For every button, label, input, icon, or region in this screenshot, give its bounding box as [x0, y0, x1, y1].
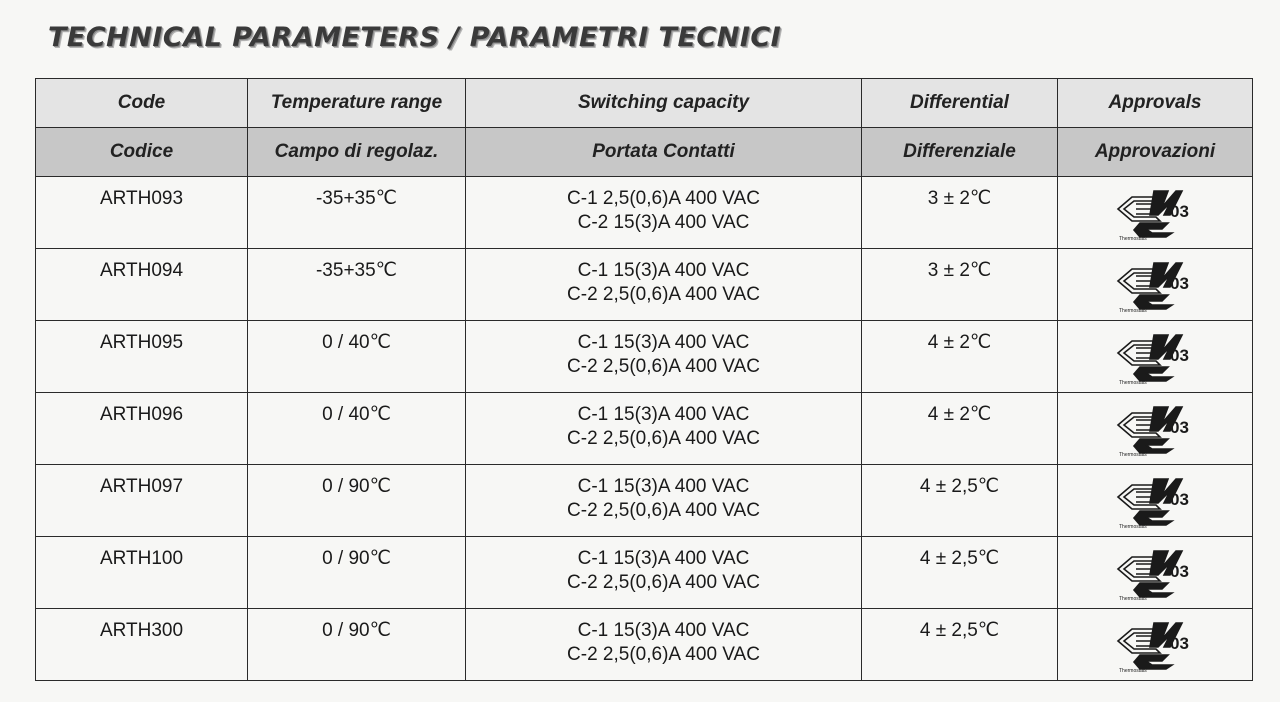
- differential-cell: 3 ± 2℃: [862, 249, 1058, 321]
- differential-cell: 4 ± 2,5℃: [862, 465, 1058, 537]
- switching-capacity-cell: [466, 465, 862, 537]
- header-code: Code: [36, 79, 248, 128]
- header-approvals: Approvals: [1058, 79, 1253, 128]
- code-cell: ARTH094: [36, 249, 248, 321]
- differential-cell: 3 ± 2℃: [862, 177, 1058, 249]
- enec-approval-mark-icon: [1110, 473, 1200, 536]
- temperature-range-cell: 0 / 90℃: [248, 609, 466, 681]
- code-cell: ARTH300: [36, 609, 248, 681]
- header-row-english: [36, 79, 1253, 128]
- enec-approval-mark-icon: [1110, 329, 1200, 392]
- svg-text:Thermostats: Thermostats: [1119, 308, 1147, 313]
- header-approvazioni: Approvazioni: [1058, 128, 1253, 177]
- svg-text:03: 03: [1170, 634, 1189, 653]
- temperature-range-cell: 0 / 40℃: [248, 393, 466, 465]
- switching-capacity-cell: [466, 609, 862, 681]
- enec-approval-mark-icon: [1110, 617, 1200, 680]
- contact-1-rating: C-1 15(3)A 400 VAC: [577, 260, 750, 281]
- contact-1-rating: C-1 2,5(0,6)A 400 VAC: [567, 188, 760, 209]
- contact-2-rating: C-2 2,5(0,6)A 400 VAC: [567, 500, 760, 521]
- header-codice: Codice: [36, 128, 248, 177]
- table-row: [36, 609, 1253, 681]
- switching-capacity-cell: [466, 393, 862, 465]
- svg-text:Thermostats: Thermostats: [1119, 452, 1147, 457]
- switching-capacity-cell: [466, 537, 862, 609]
- contact-2-rating: C-2 2,5(0,6)A 400 VAC: [567, 572, 760, 593]
- enec-approval-mark-icon: [1110, 545, 1200, 608]
- code-cell: ARTH096: [36, 393, 248, 465]
- svg-text:Thermostats: Thermostats: [1119, 236, 1147, 241]
- differential-cell: 4 ± 2℃: [862, 393, 1058, 465]
- approvals-cell: [1058, 537, 1253, 609]
- page-title: TECHNICAL PARAMETERS / PARAMETRI TECNICI: [48, 22, 782, 53]
- switching-capacity-cell: [466, 321, 862, 393]
- switching-capacity-cell: [466, 249, 862, 321]
- header-row-italian: [36, 128, 1253, 177]
- temperature-range-cell: 0 / 90℃: [248, 537, 466, 609]
- approvals-cell: [1058, 321, 1253, 393]
- svg-text:03: 03: [1170, 202, 1189, 221]
- code-cell: ARTH095: [36, 321, 248, 393]
- svg-text:Thermostats: Thermostats: [1119, 524, 1147, 529]
- svg-text:Thermostats: Thermostats: [1119, 668, 1147, 673]
- svg-text:03: 03: [1170, 346, 1189, 365]
- table-row: [36, 321, 1253, 393]
- svg-text:Thermostats: Thermostats: [1119, 596, 1147, 601]
- approvals-cell: [1058, 249, 1253, 321]
- code-cell: ARTH100: [36, 537, 248, 609]
- code-cell: ARTH097: [36, 465, 248, 537]
- differential-cell: 4 ± 2,5℃: [862, 537, 1058, 609]
- temperature-range-cell: -35+35℃: [248, 249, 466, 321]
- enec-approval-mark-icon: [1110, 257, 1200, 320]
- approvals-cell: [1058, 465, 1253, 537]
- header-temperature-range: Temperature range: [248, 79, 466, 128]
- technical-parameters-table: [35, 78, 1253, 681]
- temperature-range-cell: -35+35℃: [248, 177, 466, 249]
- svg-text:03: 03: [1170, 274, 1189, 293]
- header-differenziale: Differenziale: [862, 128, 1058, 177]
- differential-cell: 4 ± 2,5℃: [862, 609, 1058, 681]
- svg-text:03: 03: [1170, 418, 1189, 437]
- contact-1-rating: C-1 15(3)A 400 VAC: [577, 404, 750, 425]
- approvals-cell: [1058, 393, 1253, 465]
- table-row: [36, 249, 1253, 321]
- svg-text:03: 03: [1170, 490, 1189, 509]
- contact-1-rating: C-1 15(3)A 400 VAC: [577, 548, 750, 569]
- contact-1-rating: C-1 15(3)A 400 VAC: [577, 620, 750, 641]
- temperature-range-cell: 0 / 90℃: [248, 465, 466, 537]
- contact-1-rating: C-1 15(3)A 400 VAC: [577, 332, 750, 353]
- table-row: [36, 465, 1253, 537]
- svg-text:03: 03: [1170, 562, 1189, 581]
- header-differential: Differential: [862, 79, 1058, 128]
- code-cell: ARTH093: [36, 177, 248, 249]
- approvals-cell: [1058, 609, 1253, 681]
- enec-approval-mark-icon: [1110, 185, 1200, 248]
- contact-2-rating: C-2 2,5(0,6)A 400 VAC: [567, 644, 760, 665]
- header-portata-contatti: Portata Contatti: [466, 128, 862, 177]
- table-row: [36, 177, 1253, 249]
- contact-2-rating: C-2 2,5(0,6)A 400 VAC: [567, 284, 760, 305]
- switching-capacity-cell: [466, 177, 862, 249]
- temperature-range-cell: 0 / 40℃: [248, 321, 466, 393]
- header-switching-capacity: Switching capacity: [466, 79, 862, 128]
- enec-approval-mark-icon: [1110, 401, 1200, 464]
- contact-2-rating: C-2 2,5(0,6)A 400 VAC: [567, 356, 760, 377]
- table-row: [36, 393, 1253, 465]
- svg-text:Thermostats: Thermostats: [1119, 380, 1147, 385]
- header-campo-di-regolaz: Campo di regolaz.: [248, 128, 466, 177]
- contact-2-rating: C-2 2,5(0,6)A 400 VAC: [567, 428, 760, 449]
- differential-cell: 4 ± 2℃: [862, 321, 1058, 393]
- approvals-cell: [1058, 177, 1253, 249]
- table-row: [36, 537, 1253, 609]
- contact-1-rating: C-1 15(3)A 400 VAC: [577, 476, 750, 497]
- contact-2-rating: C-2 15(3)A 400 VAC: [577, 212, 750, 233]
